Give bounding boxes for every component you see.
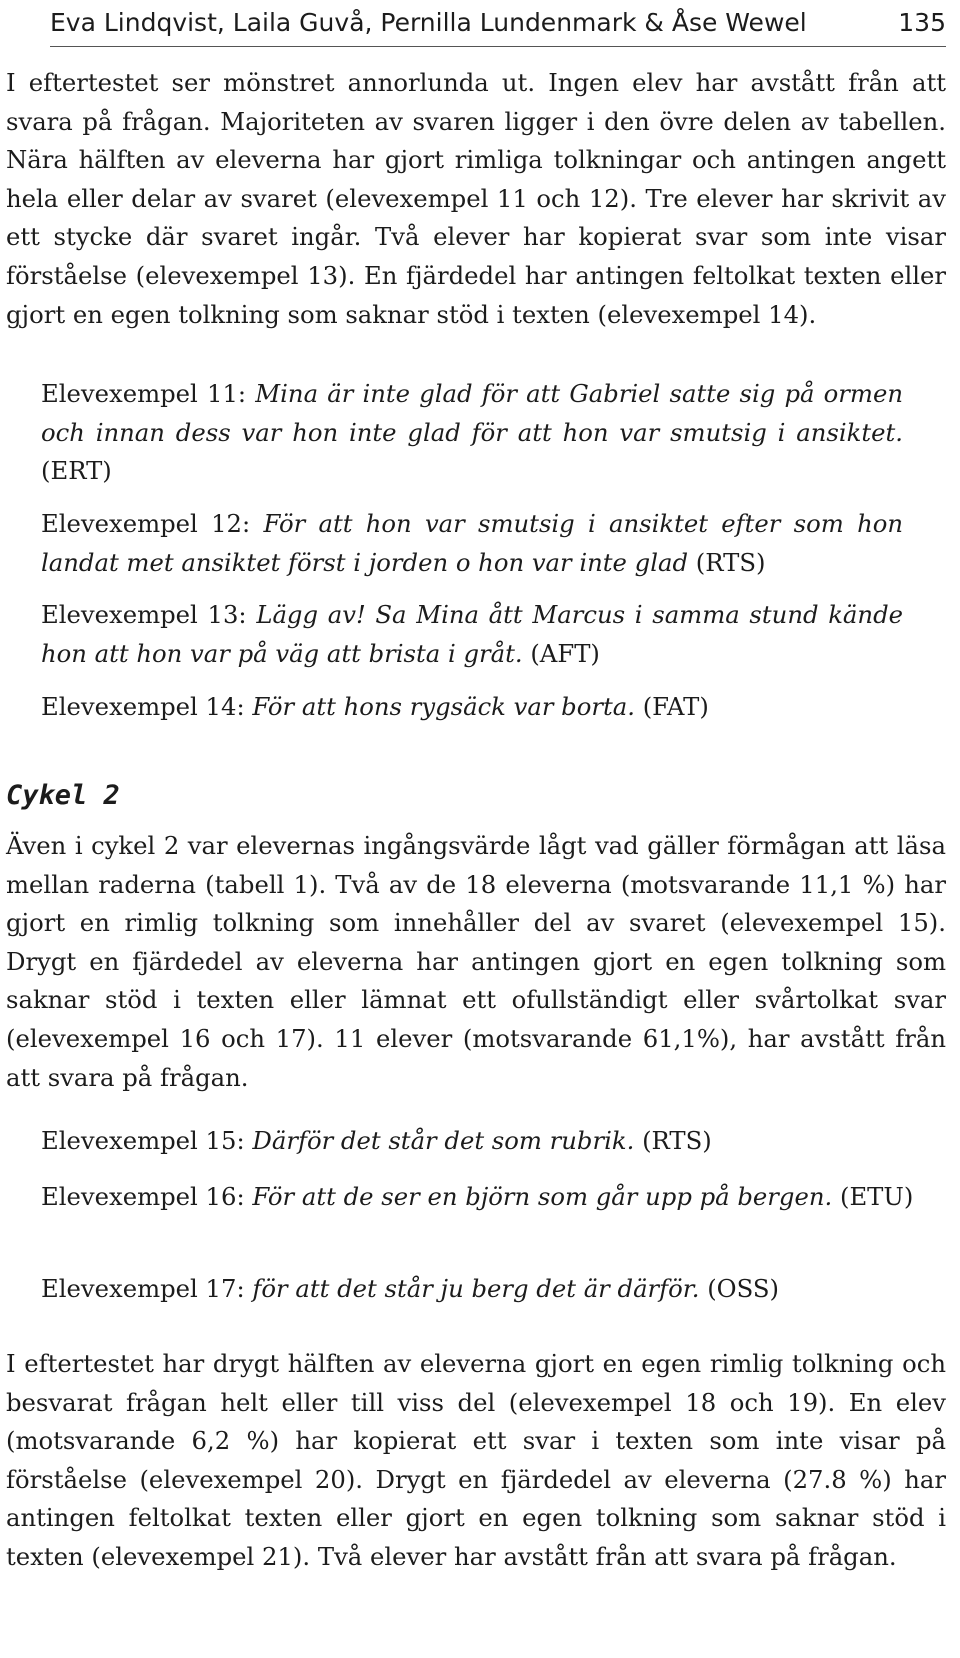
example-quote: Mina är inte glad för att Gabriel satte sig på ormen och innan dess var hon inte glad för att hon var smutsig i ansiktet.: [41, 379, 903, 447]
page-number: 135: [898, 8, 946, 37]
example-label: Elevexempel 16:: [41, 1182, 245, 1211]
example-17: [41, 1270, 921, 1309]
running-header: [50, 6, 946, 47]
section-heading: Cykel 2: [6, 780, 120, 811]
example-code: (RTS): [695, 547, 766, 577]
example-label: Elevexempel 14:: [41, 692, 245, 721]
example-quote: Lägg av! Sa Mina ått Marcus i samma stund kände hon att hon var på väg att brista i gråt.: [41, 600, 903, 668]
paragraph-eftertest-2: I eftertestet har drygt hälften av eleverna gjort en egen rimlig tolkning och besvarat frågan helt eller till viss del (elevexempel 18 och 19). En elev (motsvarande 6,2 %) har kopierat ett svar i texten som inte visar på förståelse (elevexempel 20). Drygt en fjärdedel av eleverna (27.8 %) har antingen feltolkat texten eller gjort en egen tolkning som saknar stöd i texten (elevexempel 21). Två elever har avstått från att svara på frågan.: [6, 1349, 946, 1571]
example-15: [41, 1122, 921, 1161]
example-14: [41, 688, 921, 727]
example-quote: för att det står ju berg det är därför.: [252, 1274, 700, 1303]
paragraph-eftertest-1: I eftertestet ser mönstret annorlunda ut. Ingen elev har avstått från att svara på frågan. Majoriteten av svaren ligger i den övre delen av tabellen. Nära hälften av eleverna har gjort rimliga tolkningar och antingen angett hela eller delar av svaret (elevexempel 11 och 12). Tre elever har skrivit av ett stycke där svaret ingår. Två elever har kopierat svar som inte visar förståelse (elevexempel 13). En fjärdedel har antingen feltolkat texten eller gjort en egen tolkning som saknar stöd i texten (elevexempel 14).: [6, 68, 946, 329]
example-code: (RTS): [642, 1126, 712, 1155]
paragraph-cykel-2: Även i cykel 2 var elevernas ingångsvärde lågt vad gäller förmågan att läsa mellan raderna (tabell 1). Två av de 18 eleverna (motsvarande 11,1 %) har gjort en rimlig tolkning som innehåller del av svaret (elevexempel 15). Drygt en fjärdedel av eleverna har antingen gjort en egen tolkning som saknar stöd i texten eller lämnat ett ofullständigt eller svårtolkat svar (elevexempel 16 och 17). 11 elever (motsvarande 61,1%), har avstått från att svara på frågan.: [6, 831, 946, 1092]
example-code: (OSS): [707, 1274, 779, 1303]
example-label: Elevexempel 13:: [41, 600, 247, 629]
example-label: Elevexempel 15:: [41, 1126, 245, 1155]
example-quote: Därför det står det som rubrik.: [252, 1126, 635, 1155]
example-label: Elevexempel 11:: [41, 379, 247, 408]
example-16: [41, 1178, 921, 1217]
example-13: [41, 596, 903, 673]
header-authors: Eva Lindqvist, Laila Guvå, Pernilla Lundenmark & Åse Wewel: [50, 8, 807, 37]
example-label: Elevexempel 12:: [41, 509, 251, 538]
example-quote: För att hon var smutsig i ansiktet efter som hon landat met ansiktet först i jorden o hon var inte glad: [41, 509, 903, 577]
example-quote: För att de ser en björn som går upp på bergen.: [252, 1182, 833, 1211]
example-11: [41, 375, 903, 491]
example-code: (AFT): [530, 638, 600, 668]
example-code: (ERT): [41, 456, 112, 486]
example-code: (FAT): [642, 692, 709, 721]
example-code: (ETU): [839, 1182, 914, 1211]
example-quote: För att hons rygsäck var borta.: [252, 692, 635, 721]
example-label: Elevexempel 17:: [41, 1274, 245, 1303]
example-12: [41, 505, 903, 582]
